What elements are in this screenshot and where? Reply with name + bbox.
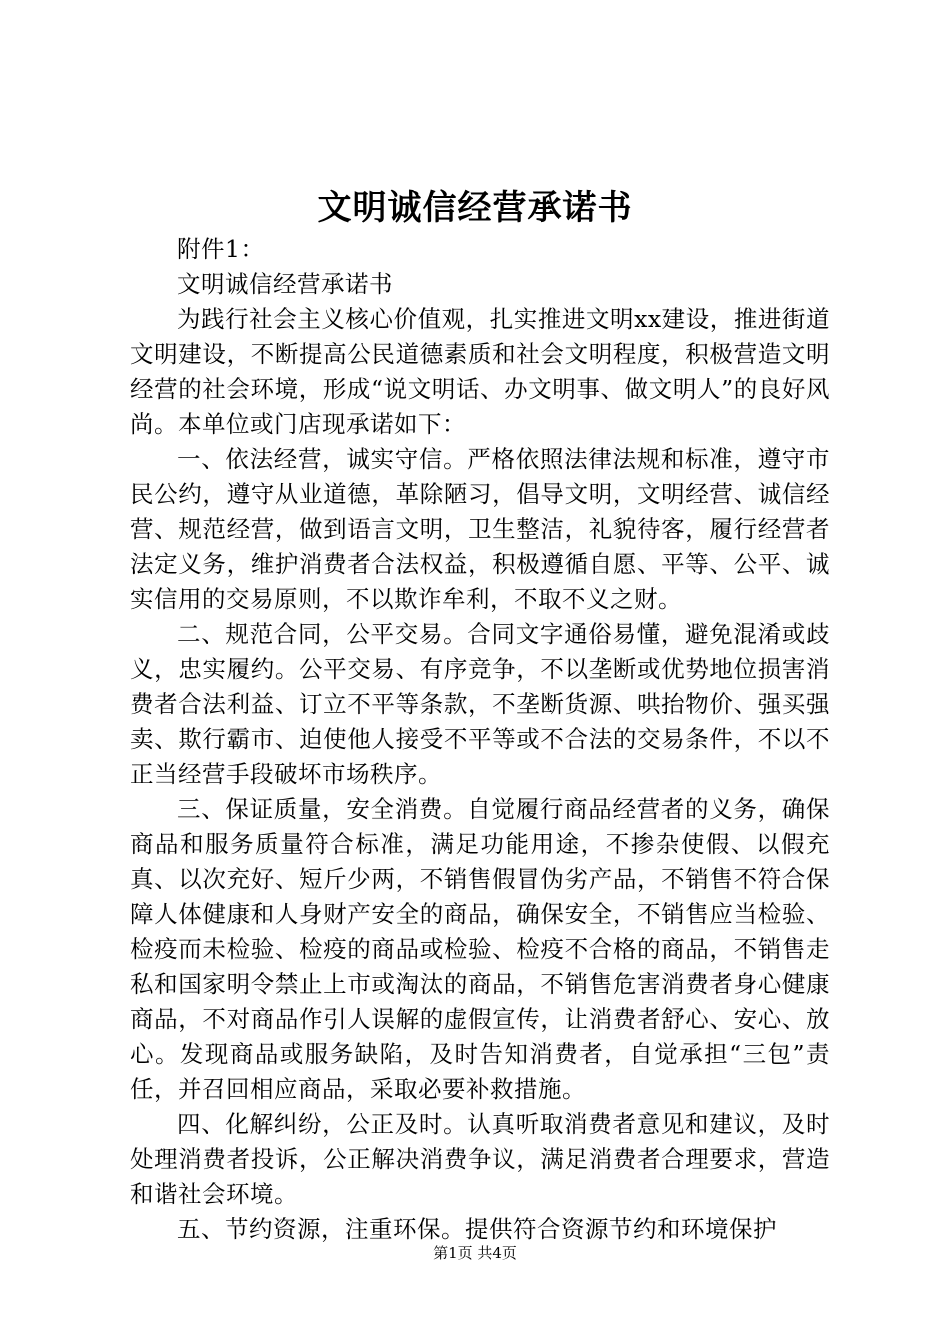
- commitment-paragraph-2: 二、规范合同，公平交易。合同文字通俗易懂，避免混淆或歧义，忠实履约。公平交易、有序竞争，不以垄断或优势地位损害消费者合法利益、订立不平等条款，不垄断货源、哄抬物价、强买强卖、欺行霸市、迫使他人接受不平等或不合法的交易条件，不以不正当经营手段破坏市场秩序。: [130, 620, 830, 788]
- document-title: 文明诚信经营承诺书: [317, 188, 633, 228]
- commitment-paragraph-4: 四、化解纠纷，公正及时。认真听取消费者意见和建议，及时处理消费者投诉，公正解决消费争议，满足消费者合理要求，营造和谐社会环境。: [130, 1110, 830, 1208]
- subtitle-paragraph: 文明诚信经营承诺书: [177, 270, 393, 298]
- commitment-paragraph-1: 一、依法经营，诚实守信。严格依照法律法规和标准，遵守市民公约，遵守从业道德，革除陋习，倡导文明，文明经营、诚信经营、规范经营，做到语言文明，卫生整洁，礼貌待客，履行经营者法定义务，维护消费者合法权益，积极遵循自愿、平等、公平、诚实信用的交易原则，不以欺诈牟利，不取不义之财。: [130, 445, 830, 613]
- intro-paragraph: 为践行社会主义核心价值观，扎实推进文明xx建设，推进街道文明建设，不断提高公民道德素质和社会文明程度，积极营造文明经营的社会环境，形成“说文明话、办文明事、做文明人”的良好风尚。本单位或门店现承诺如下：: [130, 305, 830, 438]
- attachment-label: 附件1：: [177, 235, 265, 263]
- document-body: [130, 232, 830, 1247]
- commitment-paragraph-5: 五、节约资源，注重环保。提供符合资源节约和环境保护: [177, 1215, 777, 1243]
- commitment-paragraph-3: 三、保证质量，安全消费。自觉履行商品经营者的义务，确保商品和服务质量符合标准，满足功能用途，不掺杂使假、以假充真、以次充好、短斤少两，不销售假冒伪劣产品，不销售不符合保障人体健康和人身财产安全的商品，确保安全，不销售应当检验、检疫而未检验、检疫的商品或检验、检疫不合格的商品，不销售走私和国家明令禁止上市或淘汰的商品，不销售危害消费者身心健康商品，不对商品作引人误解的虚假宣传，让消费者舒心、安心、放心。发现商品或服务缺陷，及时告知消费者，自觉承担“三包”责任，并召回相应商品，采取必要补救措施。: [130, 795, 830, 1103]
- page-footer: 第1页 共4页: [433, 1244, 517, 1262]
